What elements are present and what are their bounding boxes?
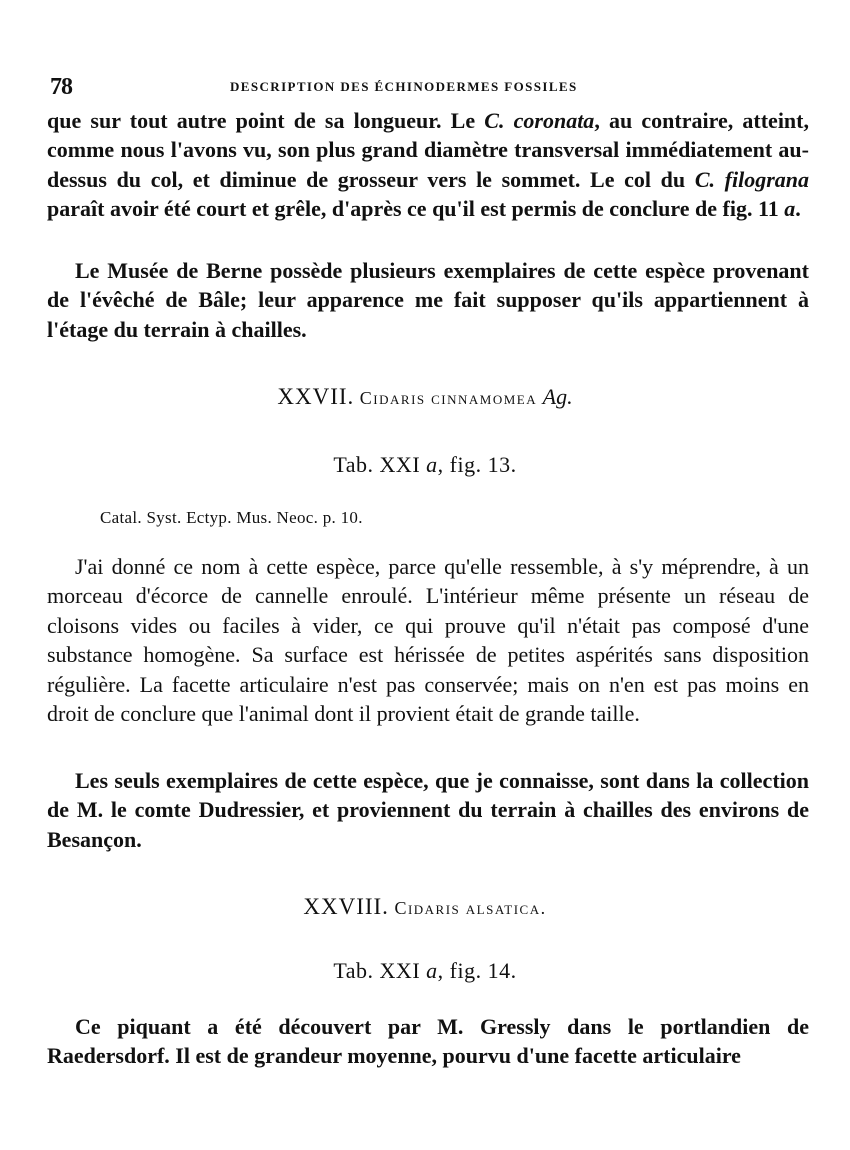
paragraph-cinnamomea-description: J'ai donné ce nom à cette espèce, parce qu'elle ressemble, à s'y méprendre, à un morceau d'écorce de cannelle enroulé. L'intérieur même présente un réseau de cloisons vides ou faciles à vider, ce qui prouve qu'il n'était pas composé d'une substance homogène. Sa surface est hérissée de petites aspérités sans disposition régulière. La facette articulaire n'est pas conservée; mais on n'en est pas moins en droit de conclure que l'animal dont il provient était de grande taille. — [47, 554, 809, 727]
plate-reference-xxvii: Tab. XXI a, fig. 13. — [333, 452, 517, 477]
catalog-reference: Catal. Syst. Ectyp. Mus. Neoc. p. 10. — [100, 508, 363, 527]
paragraph-alsatica: Ce piquant a été découvert par M. Gressly dans le portlandien de Raedersdorf. Il est de grandeur moyenne, pourvu d'une facette articulaire — [47, 1014, 809, 1069]
species-name: C. coronata — [484, 108, 595, 133]
paragraph-cinnamomea-location: Les seuls exemplaires de cette espèce, que je connaisse, sont dans la collection de M. le comte Dudressier, et proviennent du terrain à chailles des environs de Besançon. — [47, 768, 809, 852]
paragraph-berne: Le Musée de Berne possède plusieurs exemplaires de cette espèce provenant de l'évêché de Bâle; leur apparence me fait supposer qu'ils appartiennent à l'étage du terrain à chailles. — [47, 258, 809, 342]
page-number: 78 — [50, 74, 72, 100]
page-header — [50, 74, 810, 100]
running-title: DESCRIPTION DES ÉCHINODERMES FOSSILES — [230, 79, 578, 94]
plate-reference-xxviii: Tab. XXI a, fig. 14. — [333, 958, 517, 983]
section-heading-xxviii: XXVIII. Cidaris alsatica. — [303, 894, 547, 919]
species-name: C. filograna — [694, 166, 809, 192]
paragraph-coronata: que sur tout autre point de sa longueur. Le C. coronata, au contraire, atteint, comme nous l'avons vu, son plus grand diamètre transversal immédiatement au-dessus du col, et diminue de grosseur vers le sommet. Le col du C. filograna paraît avoir été court et grêle, d'après ce qu'il est permis de conclure de fig. 11 a. — [47, 108, 809, 222]
figure-letter: a — [784, 196, 796, 222]
section-heading-xxvii: XXVII. Cidaris cinnamomea Ag. — [277, 384, 573, 409]
